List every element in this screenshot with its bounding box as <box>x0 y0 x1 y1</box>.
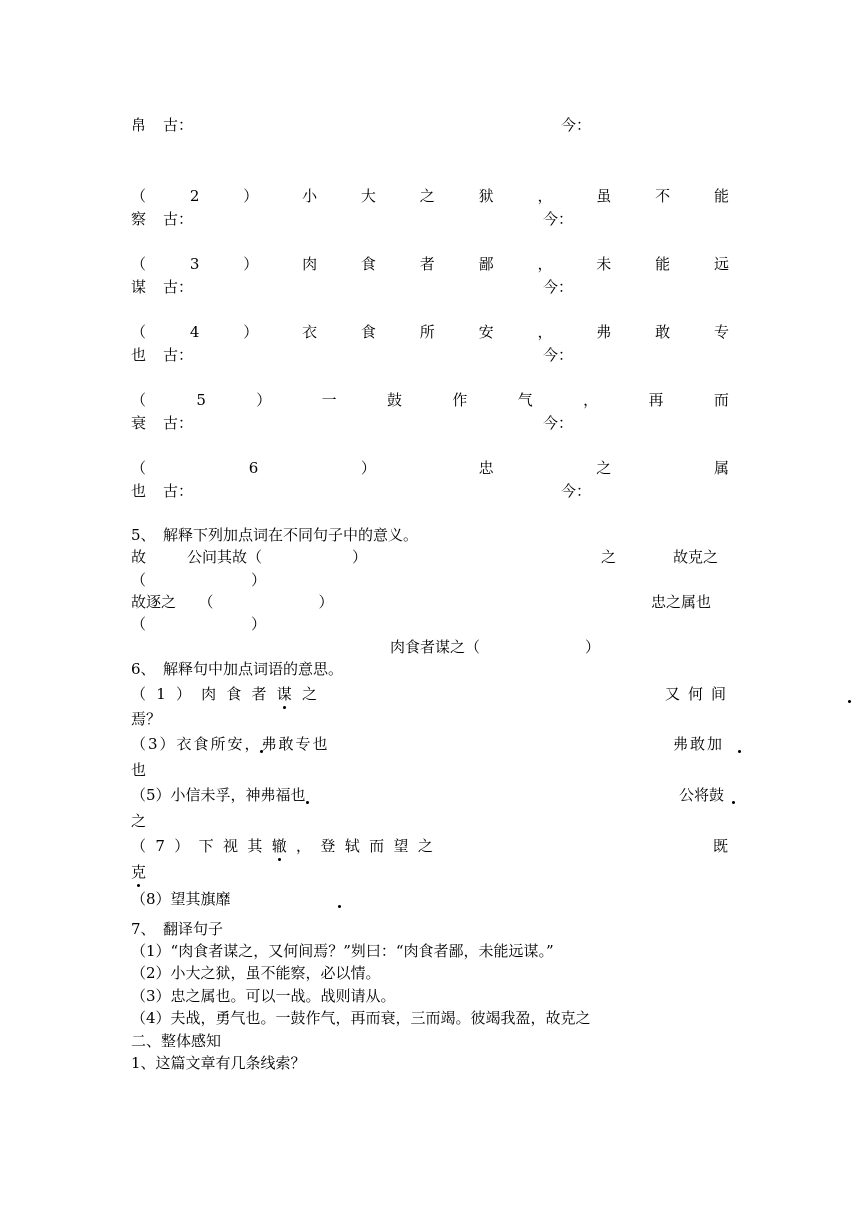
char: （ <box>131 323 147 341</box>
jin-label: 今： <box>543 414 574 432</box>
vocab-item-4-answer <box>131 344 729 366</box>
char: （ <box>131 459 147 477</box>
char: （ <box>131 685 147 703</box>
char: 登 <box>320 837 336 855</box>
char: （ <box>131 391 147 409</box>
char: 未 <box>596 255 612 273</box>
char: 虽 <box>596 187 612 205</box>
char: 视 <box>222 837 238 855</box>
vocab-row-bo <box>131 114 729 136</box>
q5-row-3 <box>131 636 729 658</box>
char: 所 <box>419 323 435 341</box>
char: ） <box>256 391 272 409</box>
q5-gu-sentence-a: 公问其故（ ） <box>187 548 368 566</box>
char: 食 <box>360 323 376 341</box>
char: 食 <box>226 685 242 703</box>
char: 能 <box>713 187 729 205</box>
char: 轼 <box>344 837 360 855</box>
char: 能 <box>655 255 671 273</box>
q5-zhi-sentence-b: 忠之属也 <box>651 593 712 611</box>
char: 望 <box>393 837 409 855</box>
char: 而 <box>713 391 729 409</box>
char: 小 <box>302 187 318 205</box>
tail-char: 衰 <box>131 414 147 432</box>
vocab-item-2-answer <box>131 208 729 230</box>
gu-label: 古： <box>163 278 194 296</box>
vocab-item-3-sentence <box>131 253 729 275</box>
q6-line-3-right: 弗敢加 <box>673 735 725 753</box>
q6-line-1-right: 又何间 <box>665 685 735 703</box>
char: ， <box>537 323 553 341</box>
char: ， <box>296 837 312 855</box>
char: 4 <box>189 323 200 341</box>
part2-question-1: 1、这篇文章有几条线索？ <box>131 1054 306 1072</box>
q7-line-2: （2）小大之狱，虽不能察，必以情。 <box>131 964 381 982</box>
char: 狱 <box>478 187 494 205</box>
q6-line-7-tail <box>131 861 729 883</box>
vocab-item-2-sentence <box>131 185 729 207</box>
vocab-item-3-answer <box>131 276 729 298</box>
q5-zhi-label: 之 <box>601 548 617 566</box>
q6-line-7-left <box>131 835 433 857</box>
q5-gu-sentence-b: 故逐之 （ ） <box>131 593 334 611</box>
char: 鼓 <box>387 391 403 409</box>
char: 衣 <box>302 323 318 341</box>
part2-title: 二、整体感知 <box>131 1032 222 1050</box>
vocab-item-5-sentence <box>131 389 729 411</box>
q5-gu-label: 故 <box>131 548 147 566</box>
jin-label: 今： <box>543 210 574 228</box>
q6-line-1-tail: 焉？ <box>131 710 162 728</box>
q7-line-3: （3）忠之属也。可以一战。战则请从。 <box>131 987 396 1005</box>
char: 1 <box>156 685 166 703</box>
char: ， <box>537 255 553 273</box>
char: 之 <box>596 459 612 477</box>
char: （ <box>131 837 147 855</box>
gu-label: 古： <box>163 346 194 364</box>
vocab-item-4-sentence <box>131 321 729 343</box>
char-dotted: 克 <box>131 863 147 881</box>
q5-zhi-sentence-a: 故克之 <box>673 548 719 566</box>
tail-char: 也 <box>131 346 147 364</box>
tail-char: 也 <box>131 482 147 500</box>
char: 远 <box>713 255 729 273</box>
gu-label: 古： <box>163 210 194 228</box>
char: ） <box>175 685 191 703</box>
char: 2 <box>189 187 200 205</box>
char: 之 <box>419 187 435 205</box>
char: 者 <box>251 685 267 703</box>
char: （ <box>131 255 147 273</box>
gu-label: 古： <box>163 116 194 134</box>
char: 再 <box>648 391 664 409</box>
char: ） <box>243 255 259 273</box>
q6-line-5-left: （5）小信未孚，神弗福也 <box>131 786 306 804</box>
gu-label: 古： <box>163 482 194 500</box>
char: 之 <box>417 837 433 855</box>
q7-line-4: （4）夫战，勇气也。一鼓作气，再而衰，三而竭。彼竭我盈，故克之 <box>131 1009 591 1027</box>
char: 肉 <box>302 255 318 273</box>
vocab-item-6-sentence <box>131 457 729 479</box>
char: 6 <box>248 459 259 477</box>
q6-line-5-tail: 之 <box>131 812 147 830</box>
char: 之 <box>301 685 317 703</box>
q6-line-1-left <box>131 683 317 705</box>
char: 7 <box>155 837 165 855</box>
char: 其 <box>247 837 263 855</box>
char: 弗 <box>596 323 612 341</box>
char: 者 <box>419 255 435 273</box>
jin-label: 今： <box>561 482 592 500</box>
q5-zhi-sentence-c: 肉食者谋之（ ） <box>390 638 601 656</box>
jin-label: 今： <box>543 346 574 364</box>
char: ） <box>174 837 190 855</box>
q5-row-1 <box>131 546 729 568</box>
char: 而 <box>369 837 385 855</box>
q5-title: 5、 解释下列加点词在不同句子中的意义。 <box>131 526 419 544</box>
char: 作 <box>452 391 468 409</box>
char: ， <box>537 187 553 205</box>
char: 肉 <box>201 685 217 703</box>
q6-line-7 <box>131 835 729 857</box>
char-dotted: 辙 <box>271 837 287 855</box>
char: ） <box>360 459 376 477</box>
char: 忠 <box>478 459 494 477</box>
jin-label: 今： <box>561 116 592 134</box>
q6-line-3-left: （3）衣食所安，弗敢专也 <box>131 735 330 753</box>
q6-line-5 <box>131 784 729 806</box>
q6-title: 6、 解释句中加点词语的意思。 <box>131 660 344 678</box>
q7-title: 7、 翻译句子 <box>131 920 224 938</box>
q6-line-3-tail: 也 <box>131 761 147 779</box>
char: ） <box>243 187 259 205</box>
char: 一 <box>321 391 337 409</box>
char: 不 <box>655 187 671 205</box>
q6-line-1 <box>131 683 735 705</box>
q6-line-8-text: （8）望其旗靡 <box>131 890 231 908</box>
char: ， <box>583 391 599 409</box>
char: 大 <box>360 187 376 205</box>
vocab-item-6-answer <box>131 480 729 502</box>
char: 气 <box>517 391 533 409</box>
char: 安 <box>478 323 494 341</box>
char: 5 <box>196 391 206 409</box>
q5-paren-1: （ ） <box>131 571 267 589</box>
char: ） <box>243 323 259 341</box>
char: 食 <box>360 255 376 273</box>
char: 属 <box>713 459 729 477</box>
q5-paren-2: （ ） <box>131 615 267 633</box>
vocab-word: 帛 <box>131 116 147 134</box>
char-dotted: 谋 <box>276 685 292 703</box>
q7-line-1: （1）“肉食者谋之，又何间焉？”刿曰：“肉食者鄙，未能远谋。” <box>131 942 554 960</box>
tail-char: 察 <box>131 210 147 228</box>
tail-char: 谋 <box>131 278 147 296</box>
jin-label: 今： <box>543 278 574 296</box>
vocab-item-5-answer <box>131 412 729 434</box>
q6-line-3 <box>131 733 729 755</box>
char: 鄙 <box>478 255 494 273</box>
q5-row-2 <box>131 591 729 613</box>
gu-label: 古： <box>163 414 194 432</box>
q6-line-8 <box>131 888 729 910</box>
char: 敢 <box>655 323 671 341</box>
q6-line-5-right: 公将鼓 <box>679 786 725 804</box>
q6-line-7-right: 既 <box>713 837 729 855</box>
char: 专 <box>713 323 729 341</box>
char: 3 <box>189 255 200 273</box>
char: （ <box>131 187 147 205</box>
char: 下 <box>198 837 214 855</box>
